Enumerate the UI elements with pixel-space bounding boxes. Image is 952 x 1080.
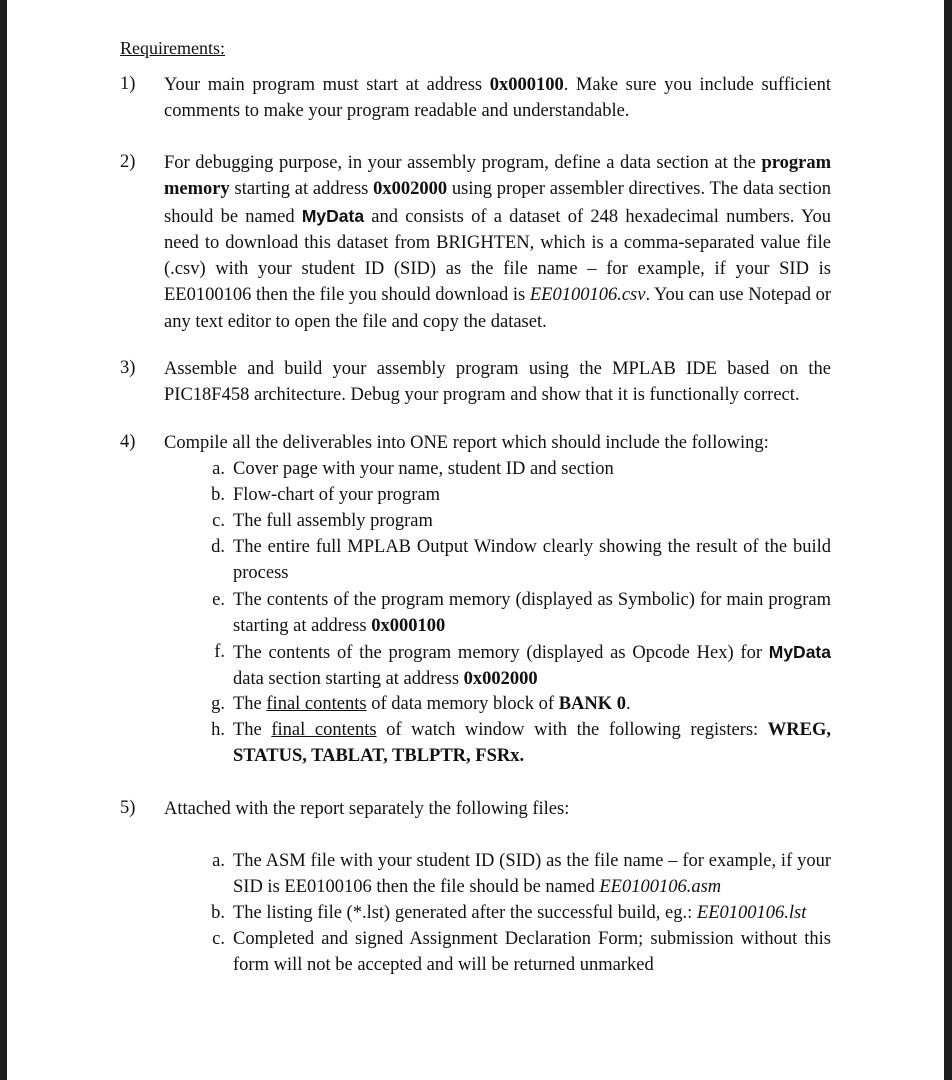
- item-4e: e. The contents of the program memory (displayed as Symbolic) for main program starting at address 0x000100: [212, 590, 831, 637]
- item-4-number: 4): [120, 432, 136, 452]
- item-5a: a. The ASM file with your student ID (SID) as the file name – for example, if your SID is EE0100106 then the file should be named EE0100106.asm: [212, 851, 831, 898]
- item-5b: b. The listing file (*.lst) generated after the successful build, eg.: EE0100106.lst: [211, 903, 807, 923]
- item-4g: g. The final contents of data memory block of BANK 0.: [211, 694, 631, 714]
- item-3-text: Assemble and build your assembly program using the MPLAB IDE based on the PIC18F458 architecture. Debug your program and show that it is functionally correct.: [164, 359, 831, 406]
- item-2-text: For debugging purpose, in your assembly program, define a data section at the program memory starting at address 0x002000 using proper assembler directives. The data section should be named MyData and consists of a dataset of 248 hexadecimal numbers. You need to download this dataset from BRIGHTEN, which is a comma-separated value file (.csv) with your student ID (SID) as the file name – for example, if your SID is EE0100106 then the file you should download is EE0100106.csv. You can use Notepad or any text editor to open the file and copy the dataset.: [164, 153, 832, 332]
- item-4h: h. The final contents of watch window with the following registers: WREG, STATUS, TABLAT, TBLPTR, FSRx.: [211, 720, 831, 767]
- item-5-intro: Attached with the report separately the following files:: [164, 799, 570, 819]
- item-5-number: 5): [120, 798, 136, 818]
- requirements-heading: Requirements:: [120, 38, 225, 58]
- item-3-number: 3): [120, 358, 136, 378]
- item-4f: f. The contents of the program memory (displayed as Opcode Hex) for MyData data section starting at address 0x002000: [214, 642, 831, 690]
- item-4b: b. Flow-chart of your program: [211, 485, 441, 505]
- item-5c: c. Completed and signed Assignment Declaration Form; submission without this form will not be accepted and will be returned unmarked: [212, 929, 831, 976]
- document-page: [7, 0, 944, 1080]
- item-1-number: 1): [120, 74, 136, 94]
- item-4a: a. Cover page with your name, student ID and section: [212, 459, 614, 479]
- item-4c: c. The full assembly program: [212, 511, 433, 531]
- item-2-number: 2): [120, 152, 136, 172]
- item-1-text: Your main program must start at address 0x000100. Make sure you include sufficient comments to make your program readable and understandable.: [164, 75, 831, 122]
- item-4-intro: Compile all the deliverables into ONE report which should include the following:: [164, 433, 769, 453]
- item-4d: d. The entire full MPLAB Output Window clearly showing the result of the build process: [211, 537, 831, 584]
